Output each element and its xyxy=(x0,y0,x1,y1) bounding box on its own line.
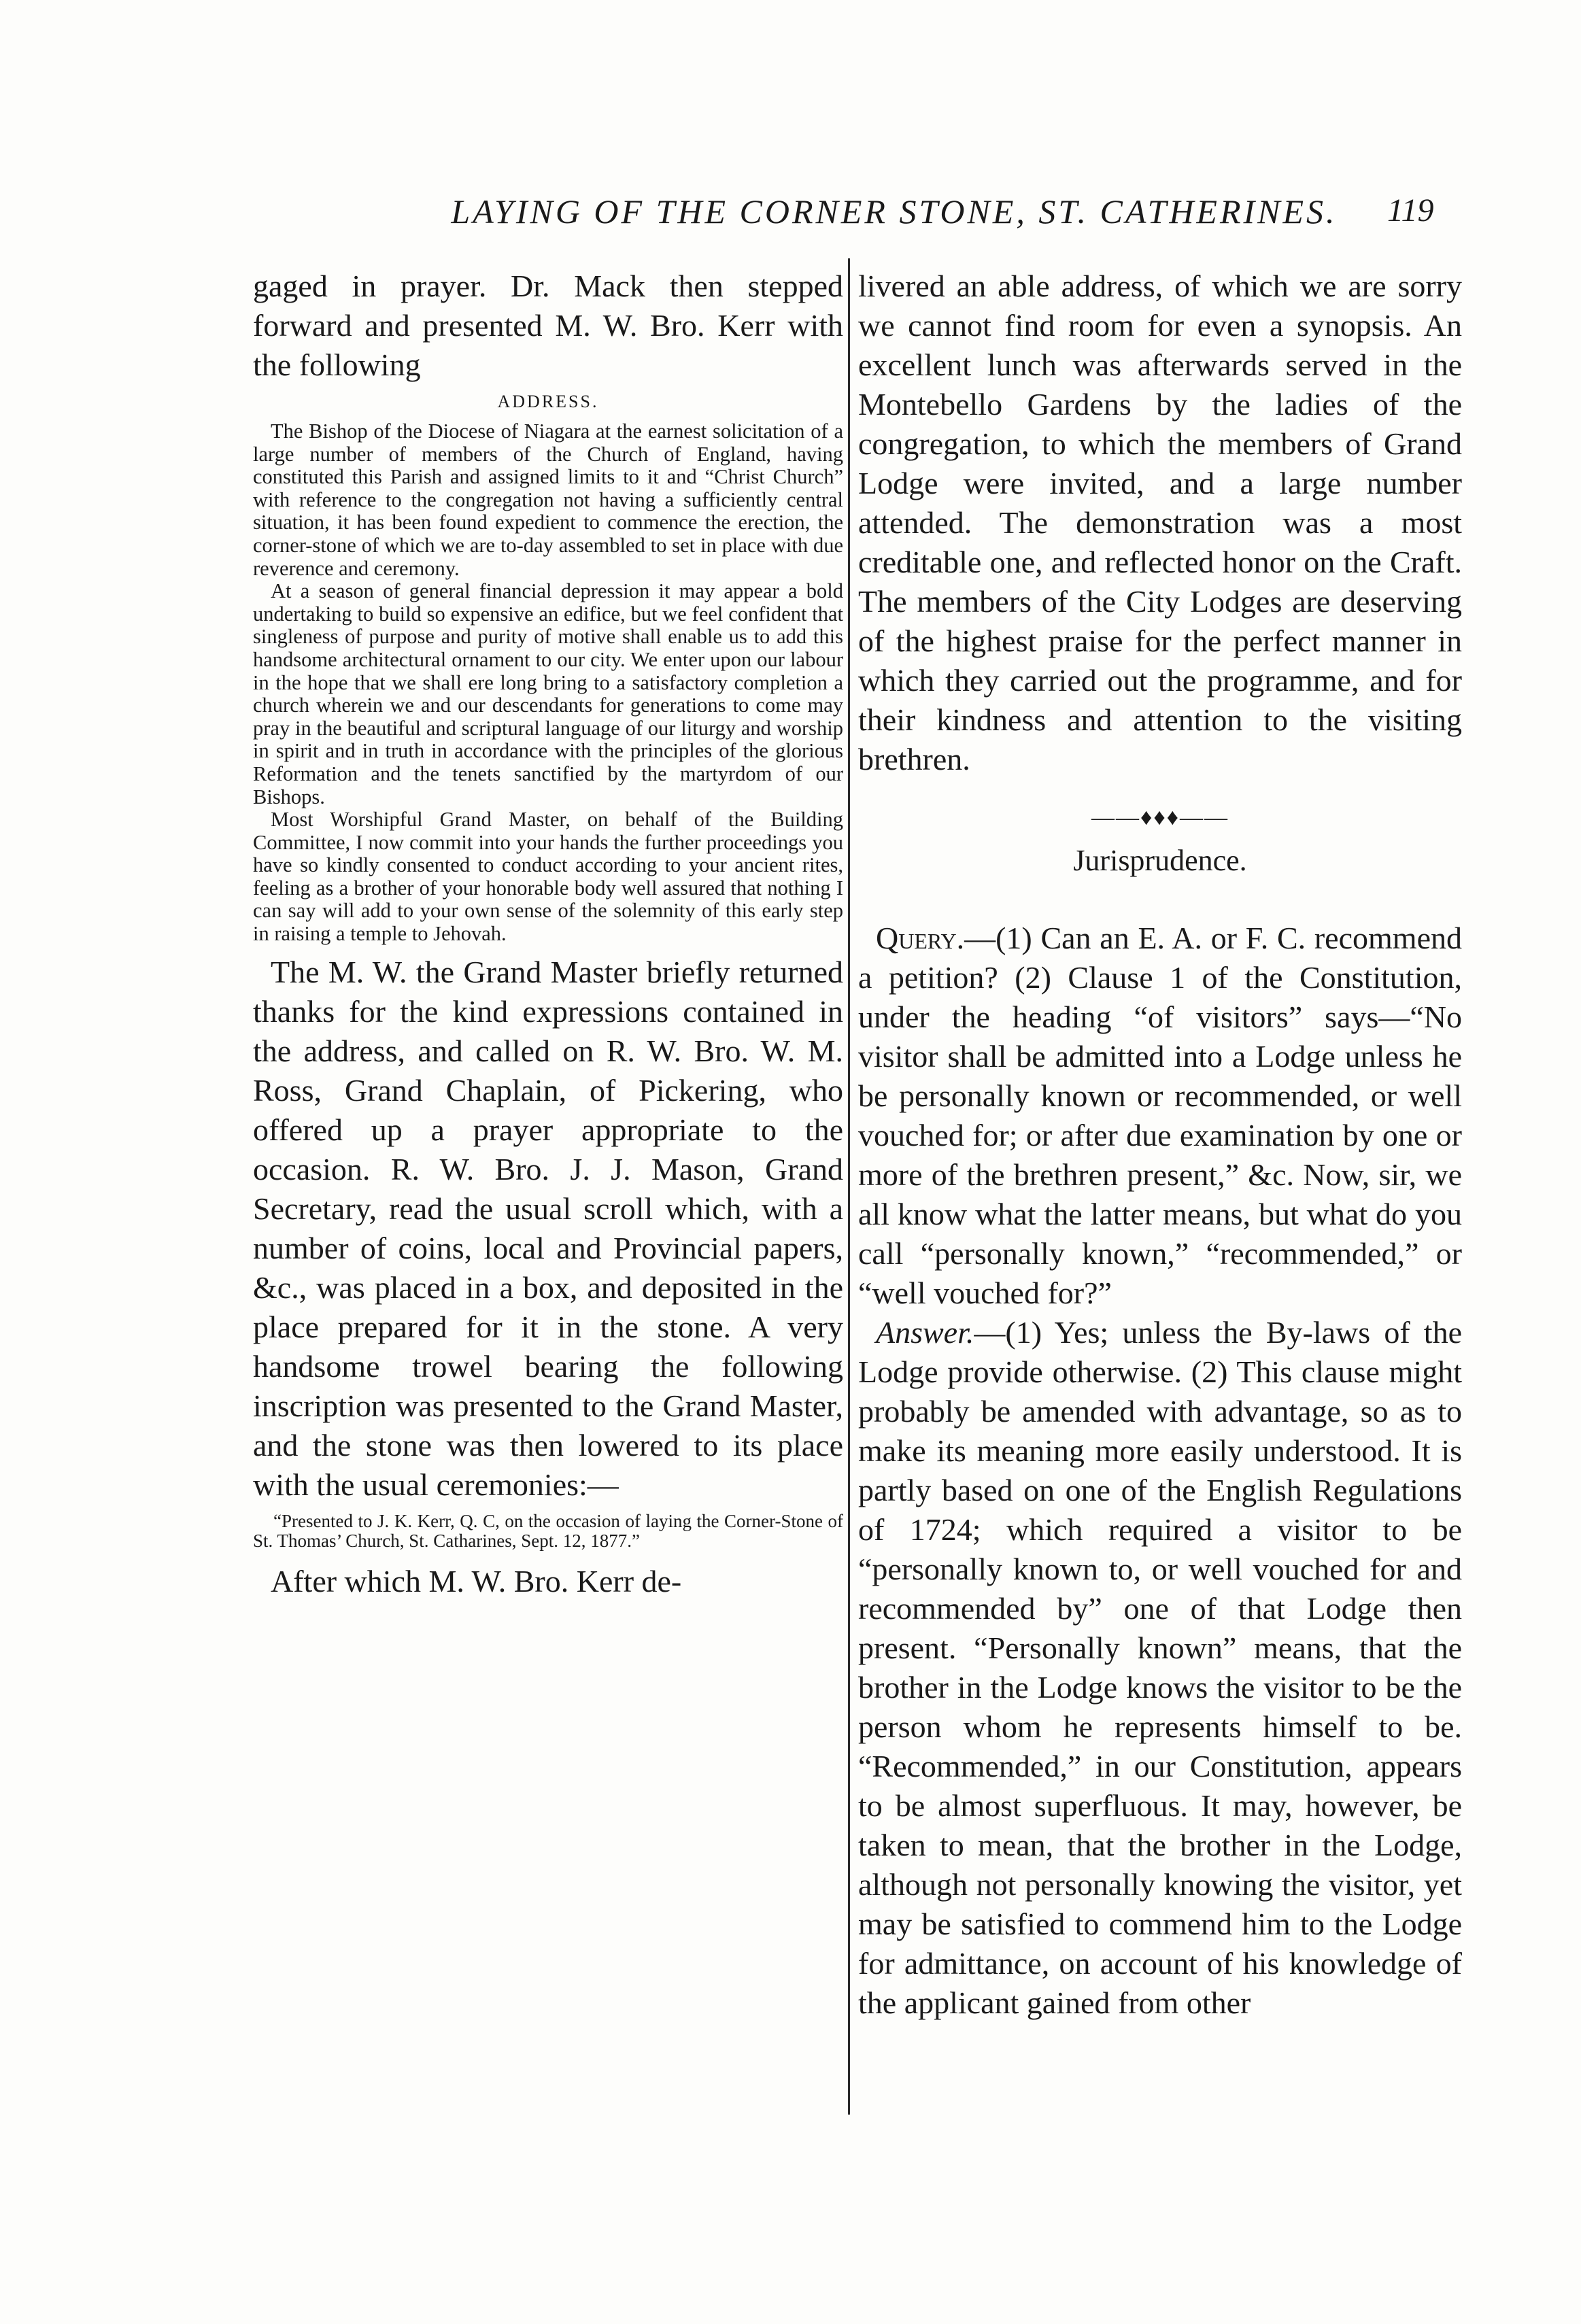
answer-label: Answer. xyxy=(876,1315,974,1350)
section-heading: Jurisprudence. xyxy=(1073,844,1247,877)
intro-paragraph: gaged in prayer. Dr. Mack then stepped forward and presented M. W. Bro. Kerr with the following xyxy=(253,269,843,382)
page-number: 119 xyxy=(1387,192,1434,228)
narrative-paragraph: The M. W. the Grand Master briefly returned thanks for the kind expressions contained in the address, and called on R. W. Bro. W. M. Ross, Grand Chaplain, of Pickering, who offered up a prayer appropriate to the occasion. R. W. Bro. J. J. Mason, Grand Secretary, read the usual scroll which, with a number of coins, local and Provincial papers, &c., was placed in a box, and deposited in the place prepared for it in the stone. A very handsome trowel bearing the following inscription was presented to the Grand Master, and the stone was then lowered to its place with the usual ceremonies:— xyxy=(253,954,843,1502)
closing-line: After which M. W. Bro. Kerr de- xyxy=(271,1563,682,1599)
column-rule xyxy=(848,258,850,2115)
right-column xyxy=(858,267,1462,2023)
query-paragraph xyxy=(858,919,1462,1313)
trowel-inscription: “Presented to J. K. Kerr, Q. C, on the occasion of laying the Corner-Stone of St. Thomas’ Church, St. Catharines, Sept. 12, 1877.” xyxy=(253,1510,843,1551)
address-heading: ADDRESS. xyxy=(497,392,599,411)
address-paragraph: At a season of general financial depression it may appear a bold undertaking to build so expensive an edifice, but we feel confident that singleness of purpose and purity of motive shall enable us to add this handsome architectural ornament to our city. We enter upon our labour in the hope that we shall ere long bring to a satisfactory completion a church wherein we and our descendants for generations to come may pray in the beautiful and scriptural language of our liturgy and worship in spirit and in truth in accordance with the principles of the glorious Reformation and the tenets sanctified by the martyrdom of our Bishops. xyxy=(253,579,843,808)
answer-paragraph xyxy=(858,1313,1462,2023)
query-label: Query. xyxy=(876,921,965,955)
continuation-paragraph: livered an able address, of which we are sorry we cannot find room for even a synopsis. An excellent lunch was afterwards served in the Montebello Gardens by the ladies of the congregation, to which the members of Grand Lodge were invited, and a large number attended. The demonstration was a most creditable one, and reflected honor on the Craft. The members of the City Lodges are deserving of the highest praise for the perfect manner in which they carried out the programme, and for their kindness and attention to the visiting brethren. xyxy=(858,269,1462,776)
left-column xyxy=(253,267,843,1601)
address-paragraph: The Bishop of the Diocese of Niagara at the earnest solicitation of a large number of members of the Church of England, having constituted this Parish and assigned limits to it and “Christ Church” with reference to the congregation not having a sufficiently central situation, it has been found expedient to commence the erection, the corner-stone of which we are to-day assembled to set in place with due reverence and ceremony. xyxy=(253,420,843,580)
section-divider-ornament: ——♦♦♦—— xyxy=(1091,805,1229,830)
answer-text: —(1) Yes; unless the By-laws of the Lodge provide otherwise. (2) This clause might probably be amended with advantage, so as to make its meaning more easily understood. It is partly based on one of the English Regulations of 1724; which required a visitor to be “personally known to, or well vouched for and recommended by” one of that Lodge then present. “Personally known” means, that the brother in the Lodge knows the visitor to be the person whom he represents himself to be. “Recommended,” in our Constitution, appears to be almost superfluous. It may, however, be taken to mean, that the brother in the Lodge, although not personally knowing the visitor, yet may be satisfied to commend him to the Lodge for admittance, on account of his knowledge of the applicant gained from other xyxy=(858,1315,1462,2020)
address-paragraph: Most Worshipful Grand Master, on behalf of the Building Committee, I now commit into your hands the further proceedings you have so kindly consented to conduct according to your ancient rites, feeling as a brother of your honorable body well assured that nothing I can say will add to your own sense of the solemnity of this early step in raising a temple to Jehovah. xyxy=(253,808,843,946)
query-text: —(1) Can an E. A. or F. C. recommend a petition? (2) Clause 1 of the Constitution, under the heading “of visitors” says—“No visitor shall be admitted into a Lodge unless he be personally known or recommended, or well vouched for; or after due examination by one or more of the brethren present,” &c. Now, sir, we all know what the latter means, but what do you call “personally known,” “recommended,” or “well vouched for?” xyxy=(858,921,1462,1310)
running-head-title: LAYING OF THE CORNER STONE, ST. CATHERINES. xyxy=(451,192,1338,230)
